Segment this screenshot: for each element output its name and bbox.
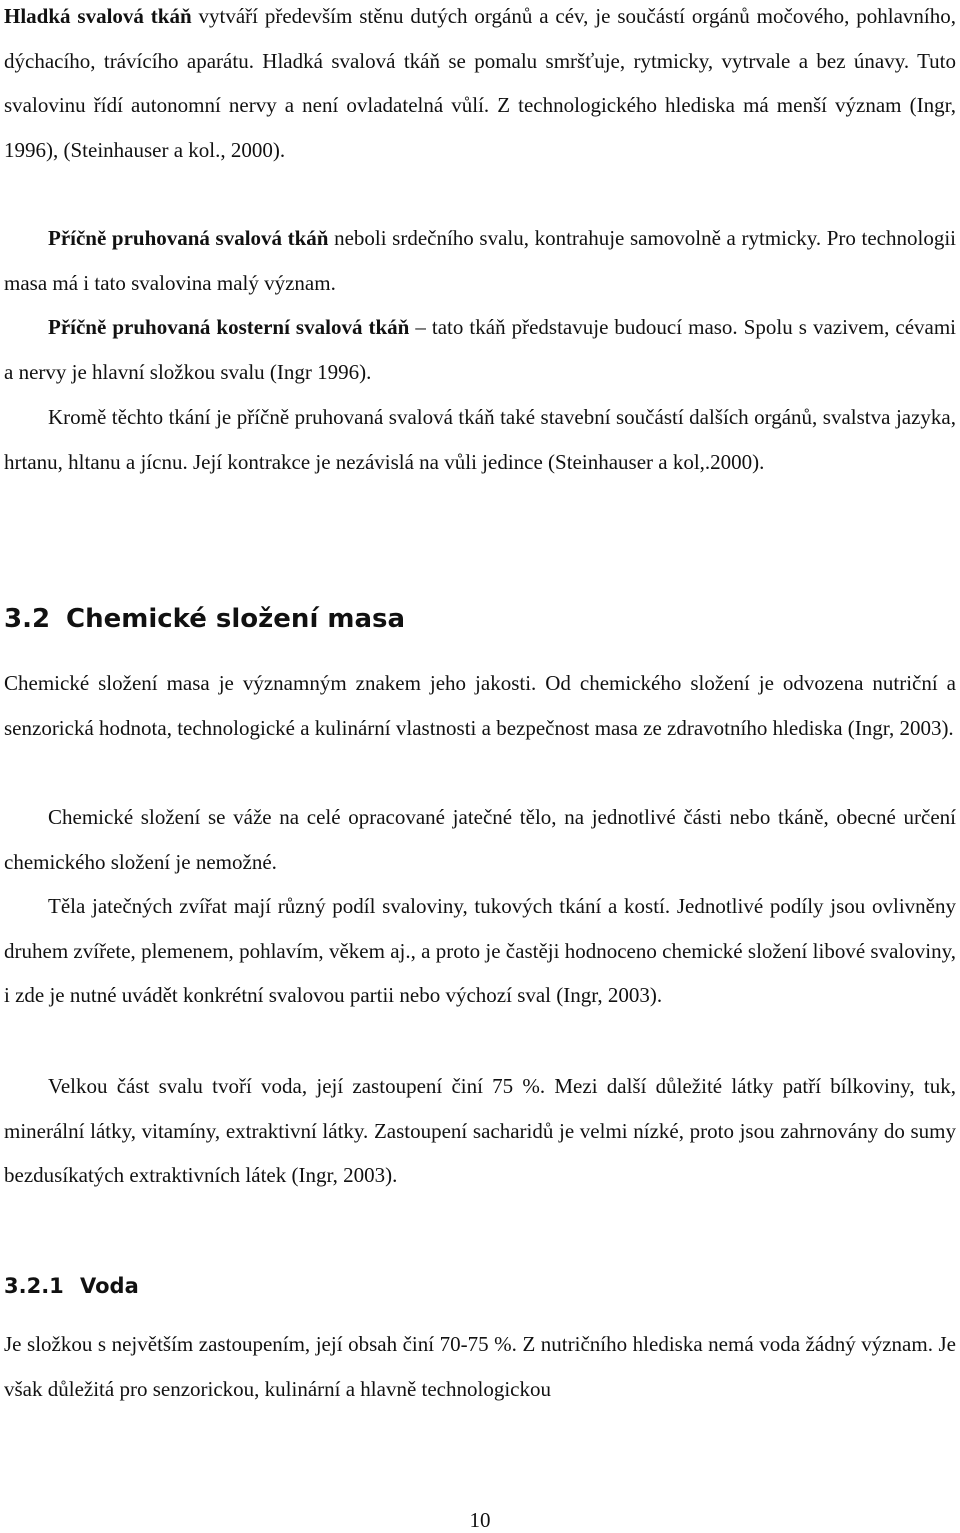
paragraph-carcass: Chemické složení se váže na celé opracované jatečné tělo, na jednotlivé části nebo tkáně, obecné určení chemického složení je nemožné. [4,805,956,874]
paragraph-other-organs: Kromě těchto tkání je příčně pruhovaná svalová tkáň také stavební součástí dalších orgánů, svalstva jazyka, hrtanu, hltanu a jícnu. Její kontrakce je nezávislá na vůli jedince (Steinhauser a kol,.2000). [4,405,956,474]
paragraph-proportions: Těla jatečných zvířat mají různý podíl svaloviny, tukových tkání a kostí. Jednotlivé podíly jsou ovlivněny druhem zvířete, plemenem, pohlavím, věkem aj., a proto je častěji hodnoceno chemické složení libové svaloviny, i zde je nutné uvádět konkrétní svalovou partii nebo výchozí sval (Ingr, 2003). [4,894,956,1007]
term-skeletal-muscle: Příčně pruhovaná kosterní svalová tkáň [48,315,410,339]
section-heading-3-2-1 [4,1274,139,1298]
paragraph-text: neboli srdečního svalu, kontrahuje samovolně a rytmicky. Pro technologii masa má i tato svalovina malý význam. [4,226,956,295]
paragraph-smooth-muscle [4,0,956,172]
paragraph-text: vytváří především stěnu dutých orgánů a cév, je součástí orgánů močového, pohlavního, dýchacího, trávícího aparátu. Hladká svalová tkáň se pomalu smršťuje, rytmicky, vytrvale a bez únavy. Tuto svalovinu řídí autonomní nervy a není ovladatelná vůlí. Z technologického hlediska má menší význam (Ingr, 1996), (Steinhauser a kol., 2000). [4,4,956,162]
section-number: 3.2.1 [4,1274,64,1298]
section-number: 3.2 [4,604,51,634]
paragraph-skeletal-muscle [4,305,956,394]
paragraph-water-share: Velkou část svalu tvoří voda, její zastoupení činí 75 %. Mezi další důležité látky patří bílkoviny, tuk, minerální látky, vitamíny, extraktivní látky. Zastoupení sacharidů je velmi nízké, proto jsou zahrnovány do sumy bezdusíkatých extraktivních látek (Ingr, 2003). [4,1074,956,1187]
paragraph-text: – tato tkáň představuje budoucí maso. Spolu s vazivem, cévami a nervy je hlavní složkou svalu (Ingr 1996). [4,315,957,384]
section-title: Chemické složení masa [66,604,406,634]
term-smooth-muscle: Hladká svalová tkáň [4,4,192,28]
term-cardiac-muscle: Příčně pruhovaná svalová tkáň [48,226,329,250]
paragraph-cardiac-muscle [4,216,956,305]
paragraph-water: Je složkou s největším zastoupením, její obsah činí 70-75 %. Z nutričního hlediska nemá voda žádný význam. Je však důležitá pro senzorickou, kulinární a hlavně technologickou [4,1332,956,1401]
section-heading-3-2 [4,604,405,634]
page-number: 10 [469,1508,491,1532]
section-title: Voda [80,1274,139,1298]
paragraph-chemical-composition: Chemické složení masa je významným znakem jeho jakosti. Od chemického složení je odvozena nutriční a senzorická hodnota, technologické a kulinární vlastnosti a bezpečnost masa ze zdravotního hlediska (Ingr, 2003). [4,671,956,740]
